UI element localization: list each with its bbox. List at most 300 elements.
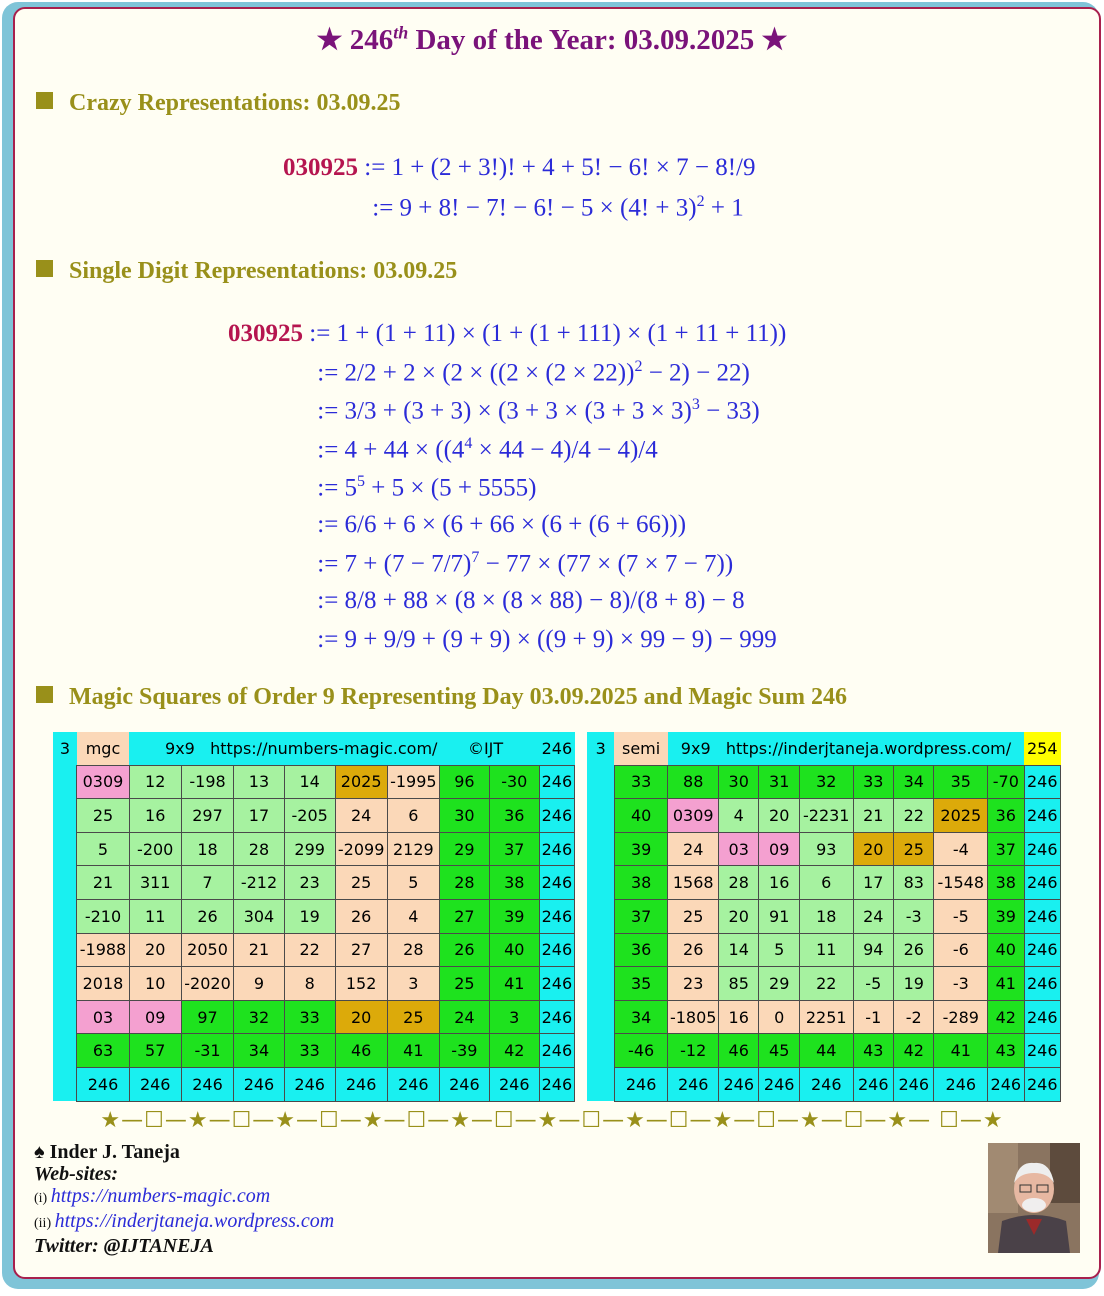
square-cell: -289	[934, 1000, 988, 1034]
site2-prefix: (ii)	[34, 1216, 55, 1231]
equation-rhs: := 6/6 + 6 × (6 + 66 × (6 + (6 + 66)))	[311, 511, 687, 538]
square-cell: 36	[988, 799, 1024, 833]
column-sum: 246	[894, 1067, 934, 1101]
square-cell: 5	[387, 866, 439, 900]
square-cell: 3	[387, 967, 439, 1001]
section-magic-label: Magic Squares of Order 9 Representing Day 03.09.2025 and Magic Sum 246	[69, 684, 847, 710]
square-cell: 18	[799, 899, 853, 933]
square-cell: 299	[284, 832, 335, 866]
square-cell: 57	[129, 1034, 181, 1068]
square-cell: -1805	[668, 1000, 719, 1034]
square-cell: 0309	[668, 799, 719, 833]
header-index: 3	[587, 732, 614, 765]
column-sum: 246	[799, 1067, 853, 1101]
row-spacer	[587, 1000, 614, 1034]
equation-rest: + 5 × (5 + 5555)	[365, 474, 537, 502]
square-cell: -1548	[934, 866, 988, 900]
square-cell: 32	[234, 1000, 285, 1034]
row-spacer	[53, 933, 77, 967]
square-cell: -210	[77, 899, 129, 933]
square-cell: 152	[335, 967, 387, 1001]
square-row	[53, 832, 575, 866]
square-cell: -5	[934, 899, 988, 933]
single-eq-line	[311, 358, 750, 387]
row-sum: 246	[1024, 765, 1060, 799]
square-cell: 03	[719, 832, 759, 866]
square-cell: 26	[894, 933, 934, 967]
square-cell: 2050	[181, 933, 233, 967]
square-cell: 93	[799, 832, 853, 866]
square-cell: 33	[284, 1000, 335, 1034]
site2-link[interactable]: https://inderjtaneja.wordpress.com	[54, 1210, 335, 1232]
square-cell: 16	[759, 866, 799, 900]
square-cell: 33	[284, 1034, 335, 1068]
row-sum: 246	[1024, 1034, 1060, 1068]
section-single-label: Single Digit Representations: 03.09.25	[69, 258, 458, 284]
square-cell: -200	[129, 832, 181, 866]
square-cell: 03	[77, 1000, 129, 1034]
column-sum: 246	[284, 1067, 335, 1101]
square-cell: -1995	[387, 765, 439, 799]
square-cell: -3	[934, 967, 988, 1001]
square-cell: 21	[234, 933, 285, 967]
square-cell: 7	[181, 866, 233, 900]
square-cell: 17	[234, 799, 285, 833]
square-cell: 29	[759, 967, 799, 1001]
square-row	[53, 866, 575, 900]
row-spacer	[53, 899, 77, 933]
square-cell: 38	[614, 866, 668, 900]
square-cell: 4	[719, 799, 759, 833]
author-footer	[34, 1141, 334, 1257]
column-sum: 246	[1024, 1067, 1060, 1101]
square-row	[587, 1000, 1061, 1034]
decorative-divider: ★—☐—★—☐—★—☐—★—☐—★—☐—★—☐—★—☐—★—☐—★—☐—★— ☐—★	[100, 1108, 1004, 1133]
square-cell: 29	[439, 832, 489, 866]
square-cell: 3	[489, 1000, 539, 1034]
square-row	[587, 799, 1061, 833]
websites-label: Web-sites:	[34, 1163, 119, 1185]
square-cell: 22	[284, 933, 335, 967]
square-cell: 25	[894, 832, 934, 866]
column-sum: 246	[489, 1067, 539, 1101]
square-cell: 37	[988, 832, 1024, 866]
square-cell: 24	[668, 832, 719, 866]
square-cell: 22	[799, 967, 853, 1001]
square-cell: 9	[234, 967, 285, 1001]
bullet-square-icon	[36, 686, 53, 703]
square-cell: 2251	[799, 1000, 853, 1034]
page-title	[0, 22, 1104, 57]
square-cell: 2025	[335, 765, 387, 799]
square-cell: 16	[129, 799, 181, 833]
square-cell: 33	[853, 765, 893, 799]
header-tag: semi	[614, 732, 668, 765]
column-sum: 246	[539, 1067, 574, 1101]
square-cell: 304	[234, 899, 285, 933]
square-cell: -2231	[799, 799, 853, 833]
column-sum: 246	[181, 1067, 233, 1101]
square-cell: 26	[439, 933, 489, 967]
square-cell: -39	[439, 1034, 489, 1068]
square-cell: 14	[719, 933, 759, 967]
square-cell: 42	[988, 1000, 1024, 1034]
column-sum: 246	[387, 1067, 439, 1101]
column-sum: 246	[234, 1067, 285, 1101]
equation-rhs: := 7 + (7 − 7/7)	[311, 550, 472, 578]
square-cell: 25	[335, 866, 387, 900]
square-cell: -46	[614, 1034, 668, 1068]
square-cell: 09	[759, 832, 799, 866]
column-sum: 246	[614, 1067, 668, 1101]
square-cell: -1988	[77, 933, 129, 967]
square-cell: -6	[934, 933, 988, 967]
title-suffix: Day of the Year: 03.09.2025 ★	[408, 24, 788, 56]
square-cell: 91	[759, 899, 799, 933]
row-sum: 246	[539, 1034, 574, 1068]
column-sum: 246	[439, 1067, 489, 1101]
equation-rest: + 1	[704, 194, 744, 222]
row-spacer	[587, 1034, 614, 1068]
square-cell: 41	[387, 1034, 439, 1068]
square-cell: 44	[799, 1034, 853, 1068]
square-row	[53, 1034, 575, 1068]
section-single-heading	[36, 258, 457, 285]
equation-exponent: 5	[357, 472, 366, 490]
row-spacer	[587, 832, 614, 866]
square-cell: 6	[799, 866, 853, 900]
square-cell: 46	[335, 1034, 387, 1068]
square-row	[587, 967, 1061, 1001]
square-cell: -30	[489, 765, 539, 799]
header-label: 9x9 https://inderjtaneja.wordpress.com/	[668, 732, 1024, 765]
square-cell: 37	[489, 832, 539, 866]
square-cell: -205	[284, 799, 335, 833]
square-cell: -4	[934, 832, 988, 866]
square-cell: 42	[894, 1034, 934, 1068]
square-row	[587, 899, 1061, 933]
row-spacer	[587, 866, 614, 900]
column-sum: 246	[853, 1067, 893, 1101]
single-eq-line	[311, 435, 658, 464]
square-cell: 30	[719, 765, 759, 799]
square-cell: -198	[181, 765, 233, 799]
square-cell: 39	[489, 899, 539, 933]
square-cell: 25	[668, 899, 719, 933]
square-cell: 21	[853, 799, 893, 833]
row-spacer	[53, 866, 77, 900]
equation-rhs: := 5	[311, 474, 358, 502]
row-sum: 246	[539, 799, 574, 833]
square-cell: 43	[853, 1034, 893, 1068]
row-spacer	[53, 1067, 77, 1101]
square-cell: 19	[894, 967, 934, 1001]
row-sum: 246	[539, 832, 574, 866]
crazy-eq-line	[283, 154, 755, 182]
square-cell: 311	[129, 866, 181, 900]
equation-rest: − 2) − 22)	[642, 359, 750, 387]
equation-exponent: 4	[464, 434, 473, 452]
square-row	[53, 765, 575, 799]
square-cell: 39	[614, 832, 668, 866]
header-sum: 246	[539, 732, 574, 765]
site1-link[interactable]: https://numbers-magic.com	[50, 1185, 271, 1207]
single-eq-line	[311, 473, 537, 502]
square-cell: 36	[614, 933, 668, 967]
row-spacer	[53, 765, 77, 799]
square-row	[587, 832, 1061, 866]
square-cell: 94	[853, 933, 893, 967]
equation-exponent: 3	[691, 396, 700, 414]
square-cell: 20	[853, 832, 893, 866]
square-cell: 30	[439, 799, 489, 833]
square-cell: 18	[181, 832, 233, 866]
column-sum: 246	[335, 1067, 387, 1101]
single-eq-line	[311, 396, 760, 425]
author-name: ♠ Inder J. Taneja	[34, 1141, 180, 1163]
square-cell: 25	[439, 967, 489, 1001]
single-eq-line	[228, 320, 786, 348]
row-sum: 246	[1024, 1000, 1060, 1034]
bullet-square-icon	[36, 260, 53, 277]
row-sum: 246	[1024, 967, 1060, 1001]
row-sum: 246	[539, 866, 574, 900]
crazy-eq-line	[366, 193, 744, 222]
header-tag: mgc	[77, 732, 129, 765]
equation-rest: − 33)	[699, 397, 760, 425]
equation-rhs: := 1 + (1 + 11) × (1 + (1 + 111) × (1 + 11 + 11))	[303, 320, 787, 347]
row-spacer	[53, 967, 77, 1001]
square-cell: 16	[719, 1000, 759, 1034]
equation-rhs: := 9 + 8! − 7! − 6! − 5 × (4! + 3)	[366, 194, 697, 222]
square-cell: -12	[668, 1034, 719, 1068]
square-cell: 20	[759, 799, 799, 833]
square-cell: 45	[759, 1034, 799, 1068]
section-crazy-heading	[36, 90, 401, 117]
title-prefix: ★ 246	[316, 24, 394, 56]
column-sum: 246	[988, 1067, 1024, 1101]
square-cell: 17	[853, 866, 893, 900]
square-cell: 20	[719, 899, 759, 933]
square-cell: 12	[129, 765, 181, 799]
square-row	[53, 799, 575, 833]
site1-prefix: (i)	[34, 1191, 51, 1206]
square-cell: 0309	[77, 765, 129, 799]
row-spacer	[587, 765, 614, 799]
square-cell: 4	[387, 899, 439, 933]
equation-rhs: := 8/8 + 88 × (8 × (8 × 88) − 8)/(8 + 8) − 8	[311, 587, 745, 615]
row-spacer	[587, 899, 614, 933]
square-cell: 38	[988, 866, 1024, 900]
square-cell: 26	[335, 899, 387, 933]
square-cell: 34	[614, 1000, 668, 1034]
square-cell: 40	[614, 799, 668, 833]
square-cell: 40	[988, 933, 1024, 967]
square-row	[587, 1034, 1061, 1068]
square-cell: 42	[489, 1034, 539, 1068]
equation-rhs: := 1 + (2 + 3!)! + 4 + 5! − 6! × 7 − 8!/9	[358, 154, 756, 181]
square-cell: 20	[129, 933, 181, 967]
square-cell: 28	[439, 866, 489, 900]
square-cell: 33	[614, 765, 668, 799]
square-cell: 96	[439, 765, 489, 799]
square-cell: 34	[894, 765, 934, 799]
square-cell: 5	[77, 832, 129, 866]
square-cell: 09	[129, 1000, 181, 1034]
square-cell: 27	[335, 933, 387, 967]
square-cell: 97	[181, 1000, 233, 1034]
square-cell: 297	[181, 799, 233, 833]
square-cell: 88	[668, 765, 719, 799]
row-spacer	[53, 1000, 77, 1034]
single-eq-line	[311, 549, 733, 578]
column-sum: 246	[77, 1067, 129, 1101]
header-label: 9x9 https://numbers-magic.com/ ©IJT	[129, 732, 539, 765]
square-row	[53, 967, 575, 1001]
square-cell: 85	[719, 967, 759, 1001]
bullet-square-icon	[36, 92, 53, 109]
square-cell: 27	[439, 899, 489, 933]
column-sum: 246	[759, 1067, 799, 1101]
row-spacer	[587, 1067, 614, 1101]
square-cell: -2	[894, 1000, 934, 1034]
row-spacer	[587, 967, 614, 1001]
square-cell: 1568	[668, 866, 719, 900]
row-sum: 246	[539, 967, 574, 1001]
row-sum: 246	[1024, 933, 1060, 967]
square-cell: 11	[129, 899, 181, 933]
square-cell: 37	[614, 899, 668, 933]
row-spacer	[53, 799, 77, 833]
square-cell: 25	[77, 799, 129, 833]
square-cell: -31	[181, 1034, 233, 1068]
square-row	[587, 765, 1061, 799]
square-cell: -70	[988, 765, 1024, 799]
square-cell: 14	[284, 765, 335, 799]
square-cell: 8	[284, 967, 335, 1001]
row-sum: 246	[539, 933, 574, 967]
square-cell: -2020	[181, 967, 233, 1001]
row-sum: 246	[1024, 832, 1060, 866]
square-cell: 38	[489, 866, 539, 900]
square-cell: 35	[934, 765, 988, 799]
square-row	[587, 866, 1061, 900]
square-cell: 36	[489, 799, 539, 833]
square-cell: 6	[387, 799, 439, 833]
square-cell: 24	[853, 899, 893, 933]
square-cell: 40	[489, 933, 539, 967]
square-cell: 24	[335, 799, 387, 833]
row-spacer	[53, 1034, 77, 1068]
equation-rhs: := 2/2 + 2 × (2 × ((2 × (2 × 22))	[311, 359, 635, 387]
equation-exponent: 7	[471, 549, 480, 567]
square-cell: 23	[668, 967, 719, 1001]
square-cell: 34	[234, 1034, 285, 1068]
column-sum: 246	[129, 1067, 181, 1101]
equation-rhs: := 3/3 + (3 + 3) × (3 + 3 × (3 + 3 × 3)	[311, 397, 692, 425]
square-cell: 21	[77, 866, 129, 900]
title-sup: th	[393, 22, 409, 43]
single-eq-line	[311, 626, 777, 654]
square-cell: 20	[335, 1000, 387, 1034]
equation-exponent: 2	[634, 358, 643, 376]
section-crazy-label: Crazy Representations: 03.09.25	[69, 90, 401, 116]
equation-rest: × 44 − 4)/4 − 4)/4	[472, 435, 658, 463]
author-photo	[988, 1143, 1080, 1253]
square-cell: 41	[489, 967, 539, 1001]
magic-square-2	[587, 732, 1061, 1102]
magic-square-1	[53, 732, 575, 1102]
square-cell: 26	[668, 933, 719, 967]
square-cell: 24	[439, 1000, 489, 1034]
square-cell: 2025	[934, 799, 988, 833]
square-cell: 10	[129, 967, 181, 1001]
column-sum: 246	[668, 1067, 719, 1101]
square-cell: 13	[234, 765, 285, 799]
row-spacer	[53, 832, 77, 866]
equation-lhs: 030925	[283, 154, 358, 181]
row-sum: 246	[539, 1000, 574, 1034]
square-cell: -3	[894, 899, 934, 933]
square-row	[587, 933, 1061, 967]
square-cell: 2129	[387, 832, 439, 866]
square-cell: -212	[234, 866, 285, 900]
row-sum: 246	[1024, 866, 1060, 900]
square-cell: 23	[284, 866, 335, 900]
row-spacer	[587, 933, 614, 967]
square-cell: 31	[759, 765, 799, 799]
equation-rhs: := 4 + 44 × ((4	[311, 435, 465, 463]
square-cell: 63	[77, 1034, 129, 1068]
square-cell: 0	[759, 1000, 799, 1034]
single-eq-line	[311, 511, 686, 539]
square-cell: 46	[719, 1034, 759, 1068]
row-sum: 246	[1024, 799, 1060, 833]
single-eq-line	[311, 587, 745, 615]
square-row	[53, 933, 575, 967]
row-sum: 246	[539, 765, 574, 799]
square-row	[53, 899, 575, 933]
equation-lhs: 030925	[228, 320, 303, 347]
square-cell: 28	[387, 933, 439, 967]
square-cell: 41	[934, 1034, 988, 1068]
square-row	[53, 1000, 575, 1034]
square-cell: 35	[614, 967, 668, 1001]
square-cell: 26	[181, 899, 233, 933]
row-spacer	[587, 799, 614, 833]
square-cell: 28	[234, 832, 285, 866]
square-cell: 2018	[77, 967, 129, 1001]
square-cell: 32	[799, 765, 853, 799]
section-magic-heading	[36, 684, 847, 711]
row-sum: 246	[539, 899, 574, 933]
equation-rest: − 77 × (77 × (7 × 7 − 7))	[479, 550, 734, 578]
header-sum: 254	[1024, 732, 1060, 765]
equation-rhs: := 9 + 9/9 + (9 + 9) × ((9 + 9) × 99 − 9) − 999	[311, 625, 777, 653]
square-cell: 41	[988, 967, 1024, 1001]
square-cell: 11	[799, 933, 853, 967]
square-cell: -1	[853, 1000, 893, 1034]
row-sum: 246	[1024, 899, 1060, 933]
square-cell: 28	[719, 866, 759, 900]
square-cell: 19	[284, 899, 335, 933]
square-cell: 39	[988, 899, 1024, 933]
square-cell: 25	[387, 1000, 439, 1034]
square-cell: -5	[853, 967, 893, 1001]
column-sum: 246	[719, 1067, 759, 1101]
column-sum: 246	[934, 1067, 988, 1101]
square-cell: 22	[894, 799, 934, 833]
